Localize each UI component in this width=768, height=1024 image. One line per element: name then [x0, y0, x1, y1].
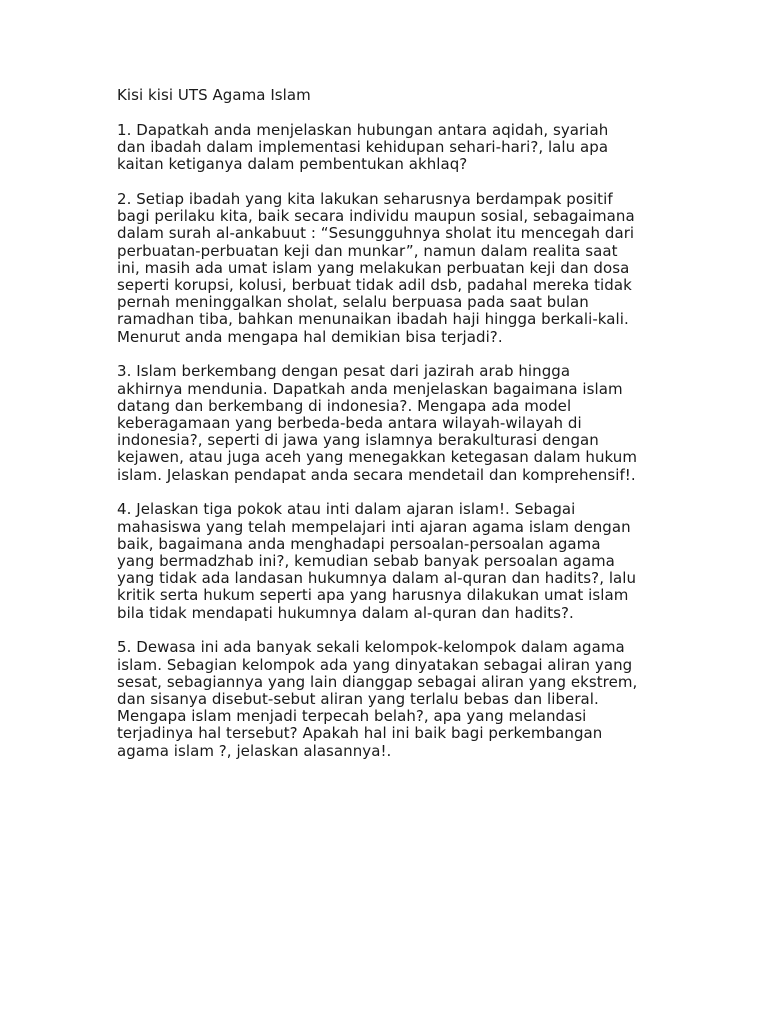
question-4: 4. Jelaskan tiga pokok atau inti dalam ajaran islam!. Sebagai mahasiswa yang telah mempelajari inti ajaran agama islam dengan baik, bagaimana anda menghadapi persoalan-persoalan agama yang bermadzhab ini?, kemudian sebab banyak persoalan agama yang tidak ada landasan hukumnya dalam al-quran dan hadits?, lalu kritik serta hukum seperti apa yang harusnya dilakukan umat islam bila tidak mendapati hukumnya dalam al-quran dan hadits?. — [117, 500, 637, 622]
document-title: Kisi kisi UTS Agama Islam — [117, 86, 311, 104]
question-5: 5. Dewasa ini ada banyak sekali kelompok-kelompok dalam agama islam. Sebagian kelompok ada yang dinyatakan sebagai aliran yang sesat, sebagiannya yang lain dianggap sebagai aliran yang ekstrem, dan sisanya disebut-sebut aliran yang terlalu bebas dan liberal. Mengapa islam menjadi terpecah belah?, apa yang melandasi terjadinya hal tersebut? Apakah hal ini baik bagi perkembangan agama islam ?, jelaskan alasannya!. — [117, 638, 638, 760]
question-2: 2. Setiap ibadah yang kita lakukan seharusnya berdampak positif bagi perilaku kita, baik secara individu maupun sosial, sebagaimana dalam surah al-ankabuut : “Sesungguhnya sholat itu mencegah dari perbuatan-perbuatan keji dan munkar”, namun dalam realita saat ini, masih ada umat islam yang melakukan perbuatan keji dan dosa seperti korupsi, kolusi, berbuat tidak adil dsb, padahal mereka tidak pernah meninggalkan sholat, selalu berpuasa pada saat bulan ramadhan tiba, bahkan menunaikan ibadah haji hingga berkali-kali. Menurut anda mengapa hal demikian bisa terjadi?. — [117, 190, 635, 346]
document-body — [117, 87, 657, 777]
question-3: 3. Islam berkembang dengan pesat dari jazirah arab hingga akhirnya mendunia. Dapatkah anda menjelaskan bagaimana islam datang dan berkembang di indonesia?. Mengapa ada model keberagamaan yang berbeda-beda antara wilayah-wilayah di indonesia?, seperti di jawa yang islamnya berakulturasi dengan kejawen, atau juga aceh yang menegakkan ketegasan dalam hukum islam. Jelaskan pendapat anda secara mendetail dan komprehensif!. — [117, 362, 637, 484]
question-1: 1. Dapatkah anda menjelaskan hubungan antara aqidah, syariah dan ibadah dalam implementasi kehidupan sehari-hari?, lalu apa kaitan ketiganya dalam pembentukan akhlaq? — [117, 120, 609, 174]
